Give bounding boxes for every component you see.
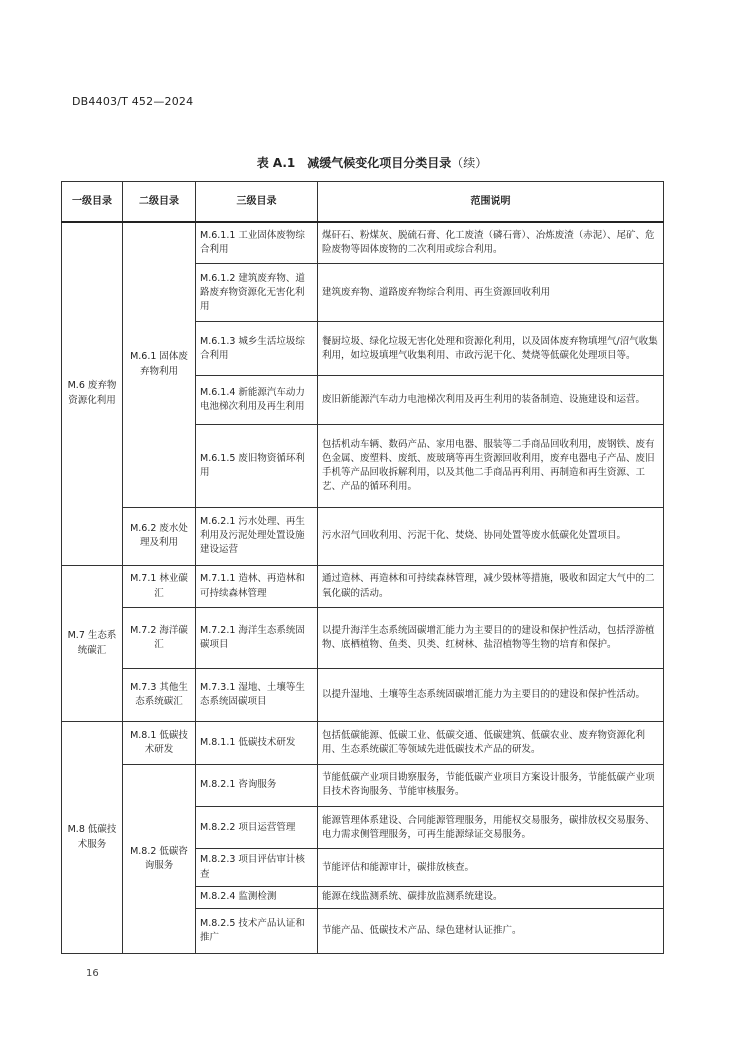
level2-cell: M.6.1 固体废弃物利用 — [123, 222, 196, 508]
level1-cell: M.8 低碳技术服务 — [62, 722, 123, 954]
level3-cell: M.6.1.4 新能源汽车动力电池梯次利用及再生利用 — [196, 376, 318, 425]
classification-table — [61, 181, 664, 954]
description-cell: 通过造林、再造林和可持续森林管理，减少毁林等措施，吸收和固定大气中的二氧化碳的活动。 — [318, 565, 664, 607]
level3-cell: M.6.1.3 城乡生活垃圾综合利用 — [196, 322, 318, 376]
col-header-level2: 二级目录 — [123, 182, 196, 222]
table-row — [62, 608, 664, 668]
level3-cell: M.8.2.3 项目评估审计核查 — [196, 849, 318, 886]
level3-cell: M.7.2.1 海洋生态系统固碳项目 — [196, 608, 318, 668]
table-body — [62, 222, 664, 954]
description-cell: 煤矸石、粉煤灰、脱硫石膏、化工废渣（磷石膏）、冶炼废渣（赤泥）、尾矿、危险废物等固体废物的二次利用或综合利用。 — [318, 222, 664, 264]
level3-cell: M.8.1.1 低碳技术研发 — [196, 722, 318, 764]
col-header-level3: 三级目录 — [196, 182, 318, 222]
description-cell: 节能产品、低碳技术产品、绿色建材认证推广。 — [318, 909, 664, 954]
level2-cell: M.6.2 废水处理及利用 — [123, 507, 196, 565]
table-title-continued: （续） — [451, 156, 488, 170]
level2-cell: M.7.3 其他生态系统碳汇 — [123, 668, 196, 722]
level1-cell: M.7 生态系统碳汇 — [62, 565, 123, 721]
description-cell: 废旧新能源汽车动力电池梯次利用及再生利用的装备制造、设施建设和运营。 — [318, 376, 664, 425]
col-header-description: 范围说明 — [318, 182, 664, 222]
level2-cell: M.7.2 海洋碳汇 — [123, 608, 196, 668]
table-title — [0, 154, 744, 171]
level3-cell: M.6.1.1 工业固体废物综合利用 — [196, 222, 318, 264]
description-cell: 以提升湿地、土壤等生态系统固碳增汇能力为主要目的的建设和保护性活动。 — [318, 668, 664, 722]
level3-cell: M.8.2.4 监测检测 — [196, 886, 318, 908]
description-cell: 以提升海洋生态系统固碳增汇能力为主要目的的建设和保护性活动，包括浮游植物、底栖植物、鱼类、贝类、红树林、盐沼植物等生物的培育和保护。 — [318, 608, 664, 668]
description-cell: 污水沼气回收利用、污泥干化、焚烧、协同处置等废水低碳化处置项目。 — [318, 507, 664, 565]
description-cell: 餐厨垃圾、绿化垃圾无害化处理和资源化利用，以及固体废弃物填埋气/沼气收集利用，如垃圾填埋气收集利用、市政污泥干化、焚烧等低碳化处理项目等。 — [318, 322, 664, 376]
table-header-row — [62, 182, 664, 222]
table-row — [62, 722, 664, 764]
description-cell: 建筑废弃物、道路废弃物综合利用、再生资源回收利用 — [318, 264, 664, 322]
description-cell: 能源在线监测系统、碳排放监测系统建设。 — [318, 886, 664, 908]
level3-cell: M.7.3.1 湿地、土壤等生态系统固碳项目 — [196, 668, 318, 722]
page-number: 16 — [86, 968, 99, 979]
description-cell: 节能评估和能源审计，碳排放核查。 — [318, 849, 664, 886]
level3-cell: M.8.2.2 项目运营管理 — [196, 807, 318, 849]
description-cell: 包括机动车辆、数码产品、家用电器、服装等二手商品回收利用，废钢铁、废有色金属、废塑料、废纸、废玻璃等再生资源回收利用，废弃电器电子产品、废旧手机等产品回收拆解利用，以及其他二手商品再利用、再制造和再生资源、工艺、产品的循环利用。 — [318, 425, 664, 508]
level3-cell: M.7.1.1 造林、再造林和可持续森林管理 — [196, 565, 318, 607]
table-row — [62, 507, 664, 565]
table-row — [62, 222, 664, 264]
level3-cell: M.6.1.5 废旧物资循环利用 — [196, 425, 318, 508]
level3-cell: M.8.2.5 技术产品认证和推广 — [196, 909, 318, 954]
table-row — [62, 668, 664, 722]
level3-cell: M.8.2.1 咨询服务 — [196, 764, 318, 806]
table-title-main: 表 A.1 减缓气候变化项目分类目录 — [256, 156, 452, 170]
level3-cell: M.6.2.1 污水处理、再生利用及污泥处理处置设施建设运营 — [196, 507, 318, 565]
description-cell: 节能低碳产业项目勘察服务，节能低碳产业项目方案设计服务，节能低碳产业项目技术咨询服务、节能审核服务。 — [318, 764, 664, 806]
col-header-level1: 一级目录 — [62, 182, 123, 222]
table-row — [62, 565, 664, 607]
description-cell: 包括低碳能源、低碳工业、低碳交通、低碳建筑、低碳农业、废弃物资源化利用、生态系统碳汇等领域先进低碳技术产品的研发。 — [318, 722, 664, 764]
level2-cell: M.8.1 低碳技术研发 — [123, 722, 196, 764]
level3-cell: M.6.1.2 建筑废弃物、道路废弃物资源化无害化利用 — [196, 264, 318, 322]
table-row — [62, 764, 664, 806]
level2-cell: M.8.2 低碳咨询服务 — [123, 764, 196, 953]
level1-cell: M.6 废弃物资源化利用 — [62, 222, 123, 566]
level2-cell: M.7.1 林业碳汇 — [123, 565, 196, 607]
document-id: DB4403/T 452—2024 — [72, 95, 194, 108]
description-cell: 能源管理体系建设、合同能源管理服务，用能权交易服务，碳排放权交易服务、电力需求侧管理服务，可再生能源绿证交易服务。 — [318, 807, 664, 849]
